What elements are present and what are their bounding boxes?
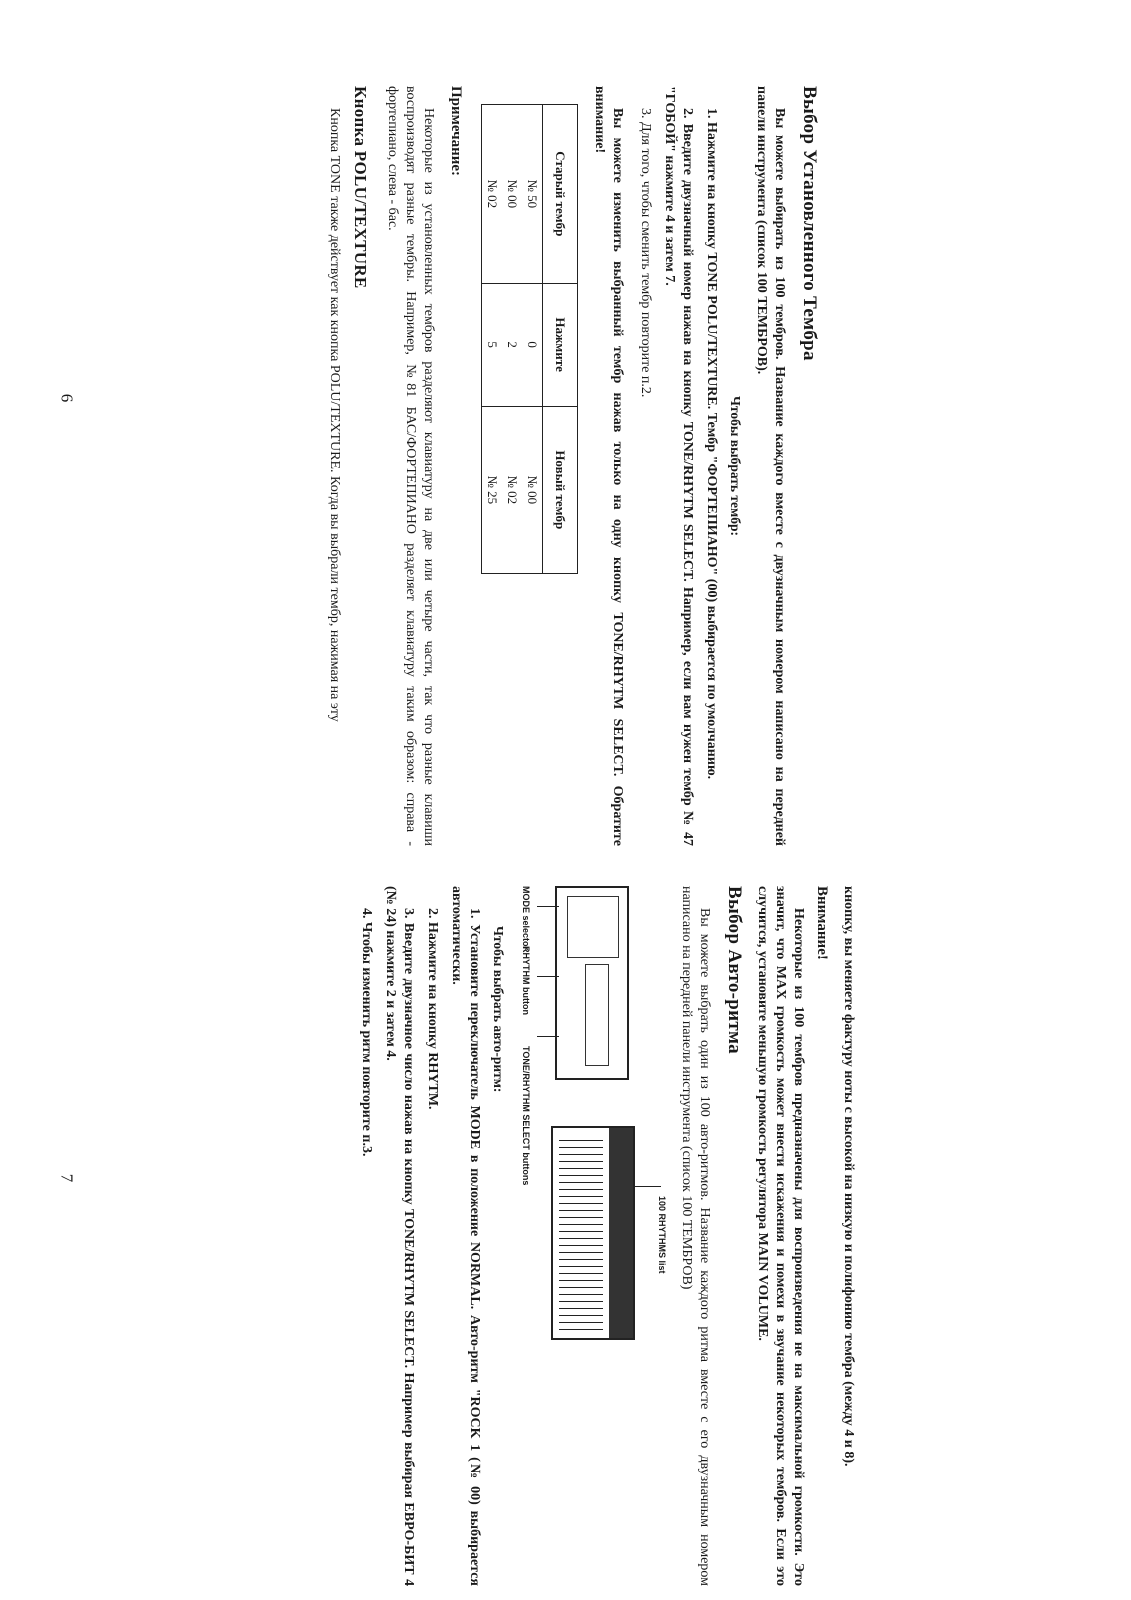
keyboard-drawing (551, 1126, 635, 1340)
table-cell: 0 (522, 283, 543, 406)
table-cell: 2 (502, 283, 522, 406)
table-cell: № 00 (522, 406, 543, 573)
left-intro: Вы можете выбирать из 100 тембров. Название каждого вместе с двузначным номером написано на передней панели инструмента (список 100 ТЕМБРОВ). (754, 86, 787, 846)
left-subhead: Чтобы выбрать тембр: (728, 396, 743, 536)
left-step-2: 2. Введите двузначный номер нажав на кнопку TONE/RHYTM SELECT. Например, если вам нужен тембр № 47 "ГОБОЙ" нажмите 4 и затем 7. (662, 86, 695, 846)
warning-title: Внимание! (814, 886, 830, 960)
table-cell: № 00 (502, 105, 522, 284)
page-number-right: 7 (57, 1173, 77, 1183)
table-cell: № 02 (502, 406, 522, 573)
right-page (359, 886, 857, 1586)
warning-text: Некоторые из 100 тембров предназначены для воспроизведения не на максимальной громкости. Это значит, что MAX громкость может внести искажения и помехи в звучание некоторых тембров. Если это случится, установите меньшую громкость регулятора MAIN VOLUME. (755, 886, 806, 1586)
table-row (522, 105, 543, 574)
table-cell: № 50 (522, 105, 543, 284)
table-header: Новый тембр (543, 406, 578, 573)
label-rhythm-button: RHYTHM button (521, 946, 531, 1015)
label-rhythms-list: 100 RHYTHMS list (657, 1196, 667, 1274)
table-header: Нажмите (543, 283, 578, 406)
label-mode-selector: MODE selector (521, 886, 531, 951)
left-note-paragraph: Вы можете изменить выбранный тембр нажав только на одну кнопку TONE/RHYTM SELECT. Обратите внимание! (592, 86, 625, 846)
right-continuation: кнопку, вы меняете фактуру ноты с высокой на низкую и полифонию тембра (между 4 и 8). (841, 886, 856, 1467)
table-row (482, 105, 503, 574)
table-cell: № 02 (482, 105, 503, 284)
remark-title: Примечание: (448, 86, 464, 177)
control-panel-drawing (555, 886, 629, 1080)
table-header-row (543, 105, 578, 574)
left-step-3: 3. Для того, чтобы сменить тембр повторите п.2. (638, 108, 653, 398)
right-intro: Вы можете выбрать один из 100 авто-ритмов. Название каждого ритма вместе с его двузначным номером написано на передней панели инструмента (список 100 ТЕМБРОВ) (679, 886, 712, 1586)
left-step-1: 1. Нажмите на кнопку TONE POLU/TEXTURE. Тембр "ФОРТЕПИАНО" (00) выбирается по умолчанию. (704, 108, 719, 780)
right-title: Выбор Авто-ритма (724, 886, 745, 1054)
page-number-left: 6 (57, 393, 77, 403)
right-step-1: 1. Установите переключатель MODE в положение NORMAL. Авто-ритм "ROCK 1 (№ 00) выбирается автоматически. (449, 886, 482, 1586)
label-select-buttons: TONE/RHYTHM SELECT buttons (521, 1046, 531, 1186)
right-step-3: 3. Введите двузначное число нажав на кнопку TONE/RHYTM SELECT. Например выбирая ЕВРО-БИТ 4 (№ 24) нажмите 2 и затем 4. (383, 886, 416, 1586)
right-subhead: Чтобы выбрать авто-ритм: (491, 926, 506, 1093)
left-page (258, 86, 818, 846)
table-row (502, 105, 522, 574)
remark-text: Некоторые из установленных тембров разделяют клавиатуру на две или четыре части, так что разные клавиши воспроизводят разные тембры. Например, №81 БАС/ФОРТЕПИАНО разделяет клавиатуру таким образом: справа - фортепиано, слева - бас. (385, 86, 436, 846)
right-step-2: 2. Нажмите на кнопку RHYTM. (425, 908, 440, 1110)
polu-text: Кнопка TONE также действует как кнопка POLU/TEXTURE. Когда вы выбрали тембр, нажимая на эту (327, 108, 342, 722)
left-title: Выбор Установленного Тембра (799, 86, 820, 361)
keyboard-diagram (521, 886, 671, 1356)
polu-title: Кнопка POLU/TEXTURE (351, 86, 370, 289)
right-step-4: 4. Чтобы изменить ритм повторите п.3. (359, 908, 374, 1157)
table-cell: 5 (482, 283, 503, 406)
table-header: Старый тембр (543, 105, 578, 284)
timbre-table (481, 104, 578, 574)
table-cell: № 25 (482, 406, 503, 573)
